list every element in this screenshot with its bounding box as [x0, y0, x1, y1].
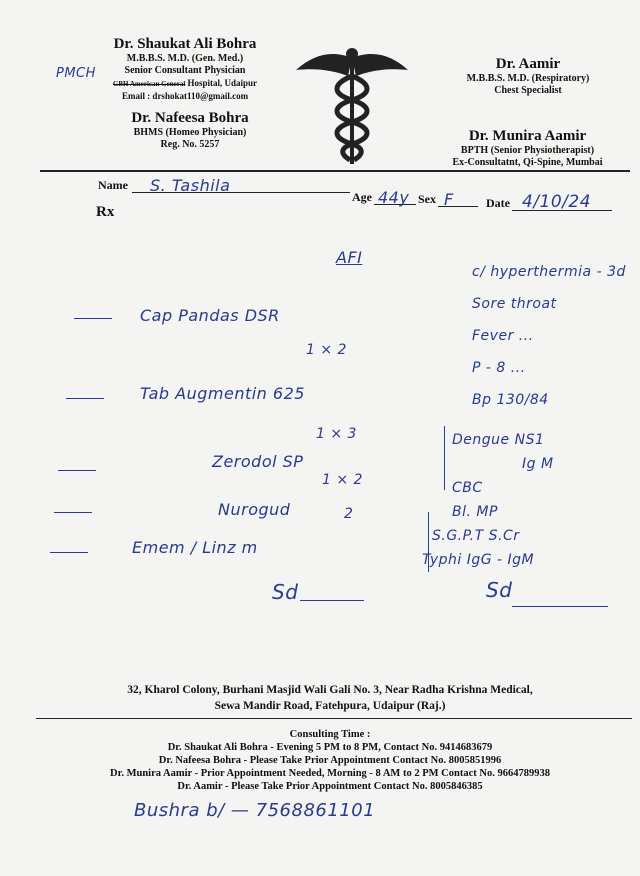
footer-divider: [36, 718, 632, 719]
pmch-hand-note: PMCH: [56, 66, 96, 81]
rx-signature: Sd: [272, 580, 299, 604]
header-divider: [40, 170, 630, 172]
investigation-item: S.G.P.T S.Cr: [432, 528, 520, 544]
rx-drug-2: Tab Augmentin 625: [140, 384, 305, 403]
date-label: Date: [486, 196, 510, 210]
address-line-2: Sewa Mandir Road, Fatehpura, Udaipur (Raj.): [214, 700, 446, 712]
date-value: 4/10/24: [522, 192, 592, 212]
doctor4-block: [420, 128, 635, 169]
rx-dash-3: [58, 470, 96, 471]
timing-line: Dr. Shaukat Ali Bohra - Evening 5 PM to 8 PM, Contact No. 9414683679: [167, 742, 493, 753]
rx-drug-3: Zerodol SP: [212, 452, 304, 471]
doctor1-degree: M.B.B.S. M.D. (Gen. Med.): [126, 53, 244, 64]
complaint-item: c/ hyperthermia - 3d: [472, 264, 626, 280]
doctor3-block: [438, 56, 618, 97]
doctor2-block: [80, 110, 300, 151]
address-block: [60, 682, 600, 714]
rx-dose-4: 2: [344, 506, 354, 522]
notes-signature: Sd: [486, 578, 513, 602]
timing-line: Dr. Aamir - Please Take Prior Appointment Contact No. 8005846385: [177, 781, 483, 792]
complaints-block: [472, 256, 632, 416]
rx-drug-5: Emem / Linz m: [132, 538, 258, 557]
sex-value: F: [444, 190, 454, 209]
doctor2-name: Dr. Nafeesa Bohra: [131, 110, 249, 126]
caduceus-icon: [292, 40, 412, 170]
rx-drug-4: Nurogud: [218, 500, 291, 519]
doctor4-degree: BPTH (Senior Physiotherapist): [460, 145, 595, 156]
name-label: Name: [98, 178, 128, 192]
consulting-title: Consulting Time :: [289, 729, 371, 740]
investigation-item: Dengue NS1: [452, 432, 545, 448]
investigations-block: [422, 428, 632, 572]
investigation-item: CBC: [452, 480, 483, 496]
patient-name-value: S. Tashila: [150, 176, 231, 195]
complaint-item: Fever ...: [472, 328, 534, 344]
doctor4-name: Dr. Munira Aamir: [468, 128, 587, 144]
doctor1-hospital-struck: GBH American General: [112, 80, 186, 88]
rx-dash-2: [66, 398, 104, 399]
address-line-1: 32, Kharol Colony, Burhani Masjid Wali Gali No. 3, Near Radha Krishna Medical,: [127, 684, 533, 696]
doctor3-name: Dr. Aamir: [495, 56, 561, 72]
investigation-item: Ig M: [522, 456, 554, 472]
timing-line: Dr. Nafeesa Bohra - Please Take Prior Appointment Contact No. 8005851996: [158, 755, 502, 766]
doctor3-degree: M.B.B.S. M.D. (Respiratory): [466, 73, 590, 84]
timing-line: Dr. Munira Aamir - Prior Appointment Needed, Morning - 8 AM to 2 PM Contact No. 9664789938: [110, 768, 550, 779]
rx-dose-1: 1 × 2: [306, 342, 347, 358]
doctor1-email: Email : drshokat110@gmail.com: [121, 91, 249, 101]
rx-dash-4: [54, 512, 92, 513]
complaint-item: Bp 130/84: [472, 392, 549, 408]
investigation-item: Bl. MP: [452, 504, 498, 520]
doctor4-title: Ex-Consultatnt, Qi-Spine, Mumbai: [452, 157, 603, 168]
rx-dash-5: [50, 552, 88, 553]
doctor1-name: Dr. Shaukat Ali Bohra: [113, 36, 257, 52]
doctor2-degree: BHMS (Homeo Physician): [133, 127, 247, 138]
rx-signature-stroke: [300, 600, 364, 601]
complaint-item: Sore throat: [472, 296, 557, 312]
complaint-item: P - 8 ...: [472, 360, 526, 376]
consulting-block: [40, 728, 620, 793]
doctor2-reg: Reg. No. 5257: [160, 139, 220, 150]
rx-dose-2: 1 × 3: [316, 426, 357, 442]
footer-hand-note: Bushra b/ — 7568861101: [134, 800, 376, 821]
rx-drug-1: Cap Pandas DSR: [140, 306, 280, 325]
rx-dose-3: 1 × 2: [322, 472, 363, 488]
notes-signature-stroke: [512, 606, 608, 607]
age-value: 44y: [378, 188, 410, 207]
doctor1-block: [60, 36, 310, 102]
age-label: Age: [352, 190, 372, 204]
rx-dash-1: [74, 318, 112, 319]
doctor3-title: Chest Specialist: [494, 85, 562, 96]
doctor1-title: Senior Consultant Physician: [124, 65, 246, 76]
doctor1-hospital-row: [60, 77, 310, 90]
investigation-item: Typhi IgG - IgM: [422, 552, 535, 568]
rx-label: Rx: [96, 204, 115, 220]
prescription-heading: AFI: [336, 248, 363, 267]
sex-label: Sex: [418, 192, 436, 206]
doctor1-hospital: Hospital, Udaipur: [187, 78, 258, 88]
investigation-bracket-1: [444, 426, 445, 490]
